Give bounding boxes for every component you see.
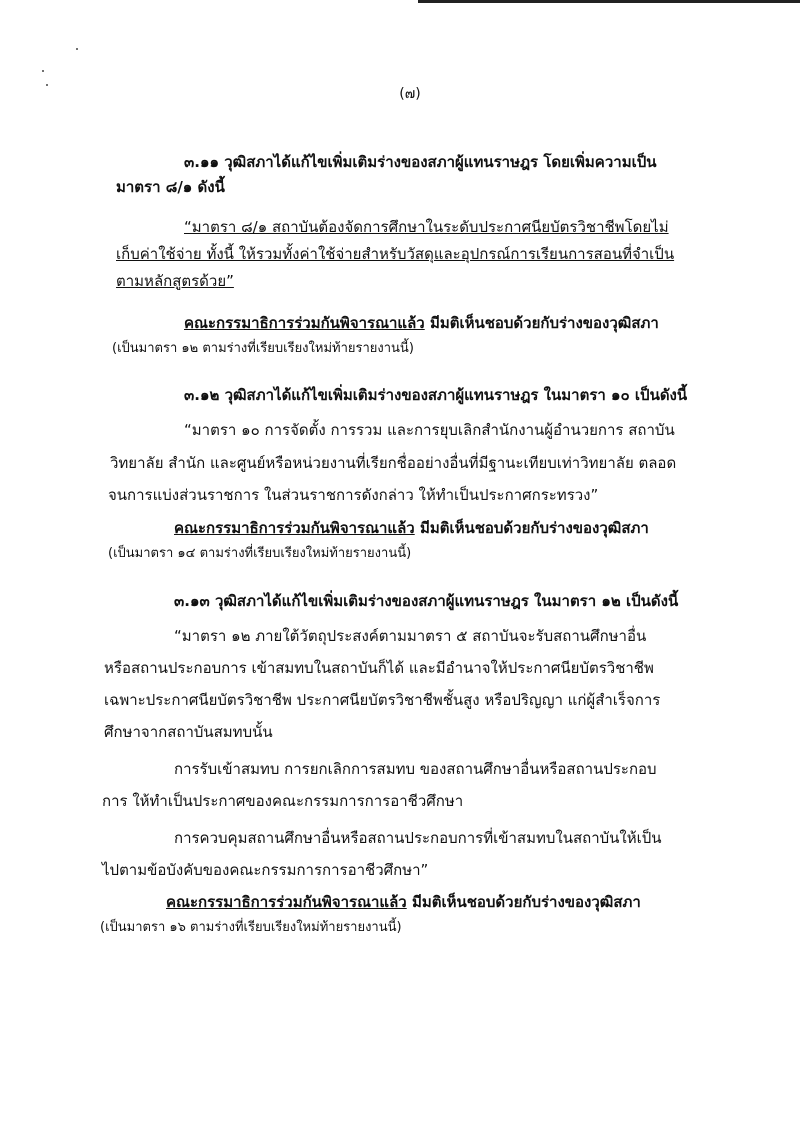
section-heading: ๓.๑๒ วุฒิสภาได้แก้ไขเพิ่มเติมร่างของสภาผู้แทนราษฎร ในมาตรา ๑๐ เป็นดังนี้ xyxy=(184,386,688,404)
committee-resolution xyxy=(184,312,659,334)
section-heading: ๓.๑๑ วุฒิสภาได้แก้ไขเพิ่มเติมร่างของสภาผู้แทนราษฎร โดยเพิ่มความเป็น xyxy=(184,153,657,171)
quote-line: “มาตรา ๑๐ การจัดตั้ง การรวม และการยุบเลิกสำนักงานผู้อำนวยการ สถาบัน xyxy=(184,421,675,439)
quote-line: วิทยาลัย สำนัก และศูนย์หรือหน่วยงานที่เรียกชื่ออย่างอื่นที่มีฐานะเทียบเท่าวิทยาลัย ตลอด xyxy=(110,454,677,472)
quote-line: การรับเข้าสมทบ การยกเลิกการสมทบ ของสถานศึกษาอื่นหรือสถานประกอบ xyxy=(174,760,657,778)
quote-line: เฉพาะประกาศนียบัตรวิชาชีพ ประกาศนียบัตรวิชาชีพชั้นสูง หรือปริญญา แก่ผู้สำเร็จการ xyxy=(104,691,661,709)
section-note: (เป็นมาตรา ๑๖ ตามร่างที่เรียบเรียงใหม่ท้ายรายงานนี้) xyxy=(100,920,402,935)
committee-label: คณะกรรมาธิการร่วมกันพิจารณาแล้ว xyxy=(166,893,407,911)
section-heading: ๓.๑๓ วุฒิสภาได้แก้ไขเพิ่มเติมร่างของสภาผู้แทนราษฎร ในมาตรา ๑๒ เป็นดังนี้ xyxy=(174,592,679,610)
quote-line: การ ให้ทำเป็นประกาศของคณะกรรมการการอาชีวศึกษา xyxy=(102,792,464,810)
quote-line: ตามหลักสูตรด้วย” xyxy=(116,272,234,290)
committee-resolution xyxy=(166,891,641,913)
quote-line: ศึกษาจากสถาบันสมทบนั้น xyxy=(104,723,273,741)
quote-line: “มาตรา ๑๒ ภายใต้วัตถุประสงค์ตามมาตรา ๕ สถาบันจะรับสถานศึกษาอื่น xyxy=(174,627,647,645)
committee-label: คณะกรรมาธิการร่วมกันพิจารณาแล้ว xyxy=(174,519,415,537)
quote-line: เก็บค่าใช้จ่าย ทั้งนี้ ให้รวมทั้งค่าใช้จ่ายสำหรับวัสดุและอุปกรณ์การเรียนการสอนที่จำเป็น xyxy=(116,245,675,263)
section-note: (เป็นมาตรา ๑๒ ตามร่างที่เรียบเรียงใหม่ท้ายรายงานนี้) xyxy=(112,341,414,356)
committee-resolution xyxy=(174,517,649,539)
committee-text: มีมติเห็นชอบด้วยกับร่างของวุฒิสภา xyxy=(414,519,649,537)
section-note: (เป็นมาตรา ๑๔ ตามร่างที่เรียบเรียงใหม่ท้ายรายงานนี้) xyxy=(108,546,412,561)
quote-line: หรือสถานประกอบการ เข้าสมทบในสถาบันก็ได้ และมีอำนาจให้ประกาศนียบัตรวิชาชีพ xyxy=(104,659,654,677)
top-border-line xyxy=(418,0,800,3)
section-heading-cont: มาตรา ๘/๑ ดังนี้ xyxy=(116,178,225,196)
committee-label: คณะกรรมาธิการร่วมกันพิจารณาแล้ว xyxy=(184,314,425,332)
quote-line: “มาตรา ๘/๑ สถาบันต้องจัดการศึกษาในระดับประกาศนียบัตรวิชาชีพโดยไม่ xyxy=(184,218,669,236)
scan-speck xyxy=(76,48,78,50)
scan-speck xyxy=(42,70,44,72)
quote-line: จนการแบ่งส่วนราชการ ในส่วนราชการดังกล่าว ให้ทำเป็นประกาศกระทรวง” xyxy=(108,486,599,504)
committee-text: มีมติเห็นชอบด้วยกับร่างของวุฒิสภา xyxy=(406,893,641,911)
committee-text: มีมติเห็นชอบด้วยกับร่างของวุฒิสภา xyxy=(424,314,659,332)
quote-line: การควบคุมสถานศึกษาอื่นหรือสถานประกอบการที่เข้าสมทบในสถาบันให้เป็น xyxy=(174,829,662,847)
page-number: (๗) xyxy=(399,86,421,102)
quote-line: ไปตามข้อบังคับของคณะกรรมการการอาชีวศึกษา” xyxy=(102,861,429,879)
